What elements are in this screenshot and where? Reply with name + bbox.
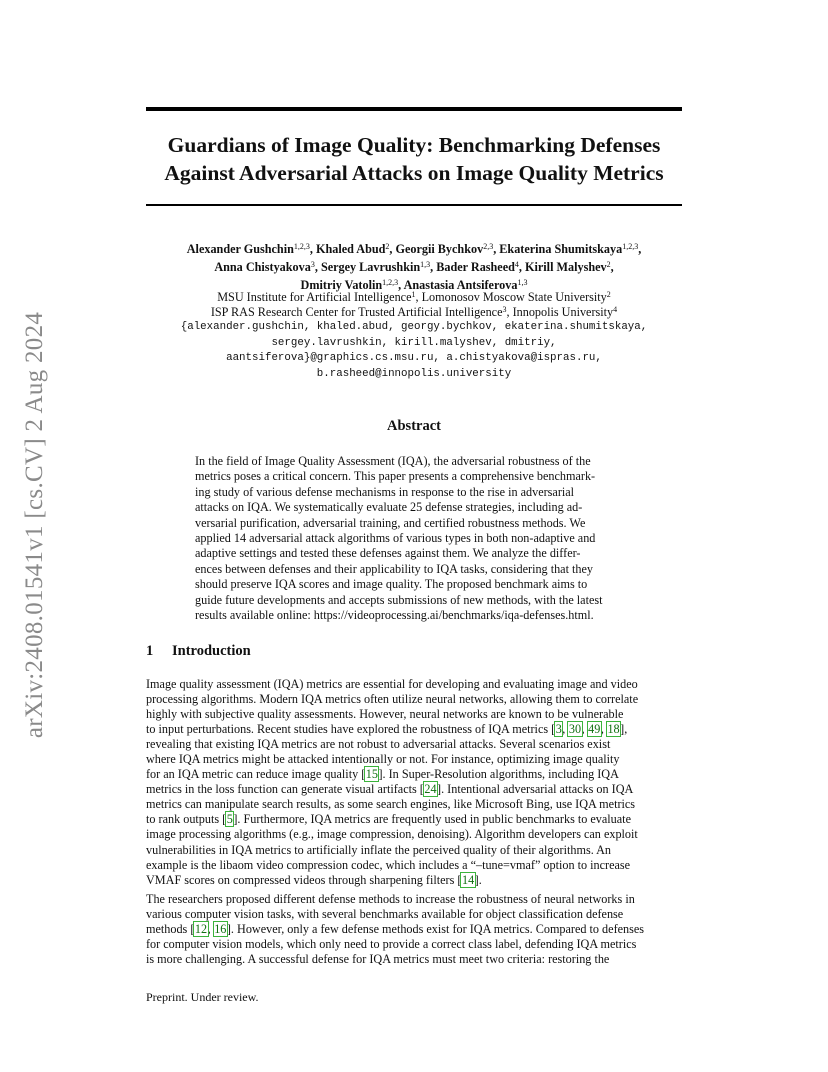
paragraph-line <box>146 843 682 858</box>
text-run: ], <box>620 722 628 737</box>
text-run: is more challenging. A successful defense for IQA metrics must meet two criteria: restoring the <box>146 952 610 967</box>
arxiv-identifier-text: arXiv:2408.01541v1 [cs.CV] 2 Aug 2024 <box>21 311 49 739</box>
paragraph-line <box>146 937 682 952</box>
abstract-heading: Abstract <box>387 418 441 434</box>
abstract-line: ing study of various defense mechanisms in response to the rise in adversarial <box>195 484 575 499</box>
text-run: processing algorithms. Modern IQA metrics often utilize neural networks, allowing them to correlate <box>146 692 639 707</box>
author-separator: , <box>430 260 437 274</box>
paragraph-line <box>146 722 682 737</box>
intro-paragraph-2 <box>146 892 682 967</box>
paragraph-line <box>146 707 682 722</box>
author-name: Sergey Lavrushkin <box>320 260 421 274</box>
text-run: vulnerabilities in IQA metrics to artificially inflate the perceived quality of their algorithms. An <box>146 842 612 857</box>
arxiv-identifier <box>15 290 55 760</box>
citation-link[interactable]: 14 <box>461 872 475 887</box>
author-separator: , <box>398 278 404 292</box>
title-line-2: Against Adversarial Attacks on Image Quality Metrics <box>164 161 664 185</box>
paragraph-line <box>146 752 682 767</box>
author-superscript: 1,3 <box>420 260 431 269</box>
paragraph-line <box>146 873 682 888</box>
citation-link[interactable]: 5 <box>226 812 233 827</box>
affiliation-separator: , <box>506 305 513 319</box>
paragraph-line <box>146 858 682 873</box>
affiliation-line <box>120 305 708 320</box>
text-run: for an IQA metric can reduce image quality [ <box>146 767 366 782</box>
text-run: , <box>562 722 569 737</box>
author-superscript: 3 <box>310 260 315 269</box>
section-number: 1 <box>146 643 154 659</box>
author-line <box>120 258 708 276</box>
email-list <box>120 320 708 382</box>
preprint-footer: Preprint. Under review. <box>146 990 259 1004</box>
text-run: ]. Intentional adversarial attacks on IQA <box>437 782 634 797</box>
text-run: to rank outputs [ <box>146 812 227 827</box>
affiliation-superscript: 2 <box>606 290 611 299</box>
author-superscript: 1,2,3 <box>382 278 399 287</box>
author-name: Dmitriy Vatolin <box>300 278 383 292</box>
paragraph-line <box>146 797 682 812</box>
text-run: ]. However, only a few defense methods exist for IQA metrics. Compared to defenses <box>226 922 645 937</box>
title-top-rule <box>146 107 682 111</box>
text-run: metrics in the loss function can generate visual artifacts [ <box>146 782 424 797</box>
text-run: revealing that existing IQA metrics are not robust to adversarial attacks. Several scenarios exist <box>146 737 611 752</box>
abstract-line: should preserve IQA scores and image quality. The proposed benchmark aims to <box>195 577 588 592</box>
paragraph-line <box>146 827 682 842</box>
paragraph-line <box>146 677 682 692</box>
author-name: Kirill Malyshev <box>525 260 607 274</box>
abstract-line: guide future developments and accepts submissions of new methods, with the latest <box>195 592 603 607</box>
author-separator: , <box>610 260 614 274</box>
title-bottom-rule <box>146 204 682 206</box>
author-superscript: 4 <box>514 260 519 269</box>
paragraph-line <box>146 952 682 967</box>
author-separator: , <box>389 242 396 256</box>
author-superscript: 2 <box>606 260 611 269</box>
email-line: sergey.lavrushkin, kirill.malyshev, dmitriy, <box>271 336 557 349</box>
citation-link[interactable]: 15 <box>365 767 378 782</box>
author-name: Bader Rasheed <box>436 260 515 274</box>
paragraph-line <box>146 892 682 907</box>
title-line-1: Guardians of Image Quality: Benchmarking Defenses <box>167 133 661 157</box>
author-separator: , <box>309 242 316 256</box>
intro-paragraph-1 <box>146 677 682 888</box>
affiliation-list <box>120 290 708 320</box>
abstract-line: versarial purification, adversarial training, and certified robustness methods. We <box>195 515 586 530</box>
author-superscript: 1,2,3 <box>622 242 639 251</box>
affiliation-line <box>120 290 708 305</box>
citation-link[interactable]: 16 <box>214 922 227 937</box>
abstract-line: In the field of Image Quality Assessment (IQA), the adversarial robustness of the <box>195 454 591 468</box>
author-separator: , <box>314 260 321 274</box>
author-line <box>120 240 708 258</box>
text-run: Image quality assessment (IQA) metrics are essential for developing and evaluating image and video <box>146 677 638 691</box>
abstract-line: attacks on IQA. We systematically evaluate 25 defense strategies, including ad- <box>195 500 583 515</box>
author-superscript: 1,2,3 <box>293 242 310 251</box>
author-name: Georgii Bychkov <box>395 242 484 256</box>
citation-link[interactable]: 24 <box>424 782 437 797</box>
author-superscript: 2,3 <box>483 242 494 251</box>
affiliation-superscript: 1 <box>411 290 416 299</box>
author-name: Anna Chistyakova <box>214 260 311 274</box>
citation-link[interactable]: 3 <box>555 722 562 737</box>
text-run: highly with subjective quality assessments. However, neural networks are known to be vulnerable <box>146 707 624 722</box>
text-run: , <box>581 722 588 737</box>
affiliation-name: Lomonosov Moscow State University <box>421 290 607 304</box>
text-run: for computer vision models, which only need to provide a correct class label, defending IQA metrics <box>146 937 637 952</box>
paragraph-line <box>146 692 682 707</box>
text-run: ]. Furthermore, IQA metrics are frequently used in public benchmarks to evaluate <box>233 812 631 827</box>
affiliation-separator: , <box>415 290 422 304</box>
author-name: Ekaterina Shumitskaya <box>499 242 623 256</box>
section-title: Introduction <box>172 643 251 659</box>
paragraph-line <box>146 922 682 937</box>
affiliation-name: MSU Institute for Artificial Intelligence <box>217 290 412 304</box>
citation-link[interactable]: 30 <box>568 722 582 737</box>
citation-link[interactable]: 12 <box>194 922 208 937</box>
text-run: example is the libaom video compression codec, which includes a “–tune=vmaf” option to increase <box>146 857 631 872</box>
author-list <box>120 240 708 294</box>
text-run: to input perturbations. Recent studies have explored the robustness of IQA metrics [ <box>146 722 556 737</box>
text-run: , <box>600 722 607 737</box>
paragraph-line <box>146 782 682 797</box>
author-superscript: 2 <box>385 242 390 251</box>
text-run: image processing algorithms (e.g., image compression, denoising). Algorithm developers can exploit <box>146 827 638 842</box>
email-line: {alexander.gushchin, khaled.abud, georgy.bychkov, ekaterina.shumitskaya, <box>180 321 648 333</box>
text-run: VMAF scores on compressed videos through sharpening filters [ <box>146 872 462 887</box>
author-name: Khaled Abud <box>315 242 386 256</box>
abstract-line: applied 14 adversarial attack algorithms of various types in both non-adaptive and <box>195 531 596 546</box>
paper-title <box>120 131 708 187</box>
affiliation-name: ISP RAS Research Center for Trusted Artificial Intelligence <box>210 305 503 319</box>
text-run: methods [ <box>146 922 195 937</box>
paragraph-line <box>146 767 682 782</box>
author-separator: , <box>493 242 500 256</box>
affiliation-superscript: 4 <box>613 305 618 314</box>
text-run: where IQA metrics might be attacked intentionally or not. For instance, optimizing image quality <box>146 752 620 767</box>
author-separator: , <box>638 242 642 256</box>
author-name: Alexander Gushchin <box>186 242 294 256</box>
text-run: ]. In Super-Resolution algorithms, including IQA <box>378 767 619 782</box>
text-run: ]. <box>474 872 482 887</box>
affiliation-name: Innopolis University <box>512 305 614 319</box>
abstract-line: metrics poses a critical concern. This paper presents a comprehensive benchmark- <box>195 469 596 484</box>
text-run: The researchers proposed different defense methods to increase the robustness of neural networks in <box>146 892 635 906</box>
author-superscript: 1,3 <box>517 278 528 287</box>
text-run: various computer vision tasks, with several benchmarks available for object classification defense <box>146 907 624 922</box>
author-name: Anastasia Antsiferova <box>403 278 518 292</box>
paragraph-line <box>146 812 682 827</box>
affiliation-superscript: 3 <box>502 305 507 314</box>
citation-link[interactable]: 18 <box>607 722 620 737</box>
text-run: , <box>207 922 214 937</box>
paragraph-line <box>146 907 682 922</box>
author-separator: , <box>518 260 526 274</box>
email-line: aantsiferova}@graphics.cs.msu.ru, a.chistyakova@ispras.ru, <box>226 352 602 364</box>
text-run: metrics can manipulate search results, as some search engines, like Microsoft Bing, use IQA metrics <box>146 797 636 812</box>
abstract-line: adaptive settings and tested these defenses against them. We analyze the differ- <box>195 546 581 561</box>
paragraph-line <box>146 737 682 752</box>
abstract-body <box>195 454 632 623</box>
citation-link[interactable]: 49 <box>588 722 601 737</box>
section-heading-introduction <box>146 643 251 660</box>
abstract-line: results available online: https://videoprocessing.ai/benchmarks/iqa-defenses.html. <box>195 608 594 623</box>
email-line: b.rasheed@innopolis.university <box>316 367 512 380</box>
abstract-line: ences between defenses and their applicability to IQA tasks, considering that they <box>195 561 594 576</box>
